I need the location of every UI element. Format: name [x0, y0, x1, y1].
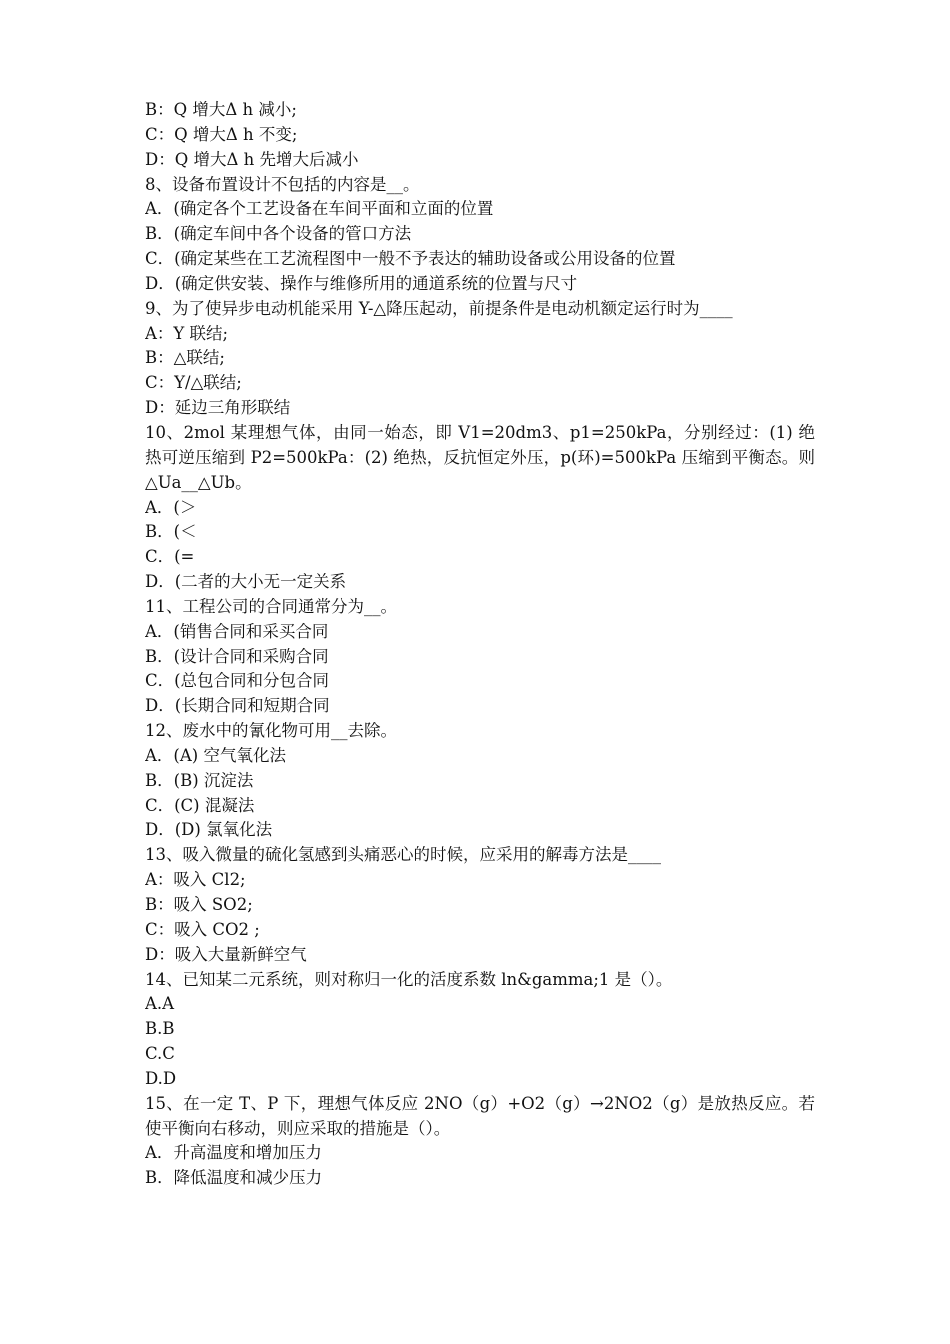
- text-line: 11、工程公司的合同通常分为__。: [145, 596, 397, 616]
- text-line: B．(设计合同和采购合同: [145, 646, 329, 666]
- text-line: A．(＞: [145, 497, 197, 517]
- text-line: B．(确定车间中各个设备的管口方法: [145, 224, 412, 244]
- text-line: C．(C) 混凝法: [145, 795, 255, 815]
- text-line: D：吸入大量新鲜空气: [145, 944, 307, 964]
- text-line: A．(确定各个工艺设备在车间平面和立面的位置: [145, 199, 494, 219]
- text-line: 9、为了使异步电动机能采用 Y-△降压起动，前提条件是电动机额定运行时为____: [145, 298, 733, 318]
- text-line: C：吸入 CO2 ;: [145, 919, 260, 939]
- text-line: C．(确定某些在工艺流程图中一般不予表达的辅助设备或公用设备的位置: [145, 249, 676, 269]
- text-line: B：吸入 SO2;: [145, 895, 253, 914]
- text-line: A．升高温度和增加压力: [145, 1143, 322, 1163]
- text-line: 12、废水中的氰化物可用__去除。: [145, 721, 397, 741]
- text-line: D：延边三角形联结: [145, 398, 291, 418]
- text-line: C.C: [145, 1044, 175, 1064]
- text-line: 14、已知某二元系统，则对称归一化的活度系数 ln&gamma;1 是（）。: [145, 969, 673, 989]
- text-line: A．(销售合同和采买合同: [145, 621, 329, 641]
- text-line: D．(D) 氯氧化法: [145, 820, 273, 840]
- text-line: 8、设备布置设计不包括的内容是__。: [145, 174, 420, 194]
- text-line: D：Q 增大Δ h 先增大后减小: [145, 149, 359, 169]
- text-line: B．降低温度和减少压力: [145, 1168, 323, 1188]
- text-line: A：Y 联结;: [145, 323, 229, 343]
- text-line: A．(A) 空气氧化法: [145, 745, 286, 765]
- text-line: D．(确定供安装、操作与维修所用的通道系统的位置与尺寸: [145, 273, 578, 293]
- text-line: B．(＜: [145, 522, 197, 542]
- text-line: D．(长期合同和短期合同: [145, 696, 330, 716]
- text-line: D.D: [145, 1068, 177, 1088]
- text-line: C．(=: [145, 547, 195, 567]
- text-line: 13、吸入微量的硫化氢感到头痛恶心的时候，应采用的解毒方法是____: [145, 845, 661, 865]
- text-line: 15、在一定 T、P 下，理想气体反应 2NO（g）+O2（g）→2NO2（g）是放热反应。若使平衡向右移动，则应采取的措施是（）。: [145, 1093, 815, 1138]
- document-body: [145, 98, 815, 1191]
- text-line: C：Y/△联结;: [145, 373, 242, 393]
- text-line: B．(B) 沉淀法: [145, 770, 254, 790]
- text-line: C：Q 增大Δ h 不变;: [145, 124, 298, 144]
- text-line: A：吸入 Cl2;: [145, 870, 246, 890]
- text-line: B：Q 增大Δ h 减小;: [145, 100, 297, 119]
- text-line: C．(总包合同和分包合同: [145, 671, 330, 691]
- text-line: D．(二者的大小无一定关系: [145, 572, 347, 592]
- text-line: 10、2mol 某理想气体，由同一始态，即 V1=20dm3、p1=250kPa，分别经过：(1) 绝热可逆压缩到 P2=500kPa：(2) 绝热，反抗恒定外压，p(环)=500kPa 压缩到平衡态。则△Ua__△Ub。: [145, 422, 815, 492]
- text-line: B.B: [145, 1019, 175, 1039]
- text-line: B：△联结;: [145, 348, 225, 368]
- text-line: A.A: [145, 994, 175, 1014]
